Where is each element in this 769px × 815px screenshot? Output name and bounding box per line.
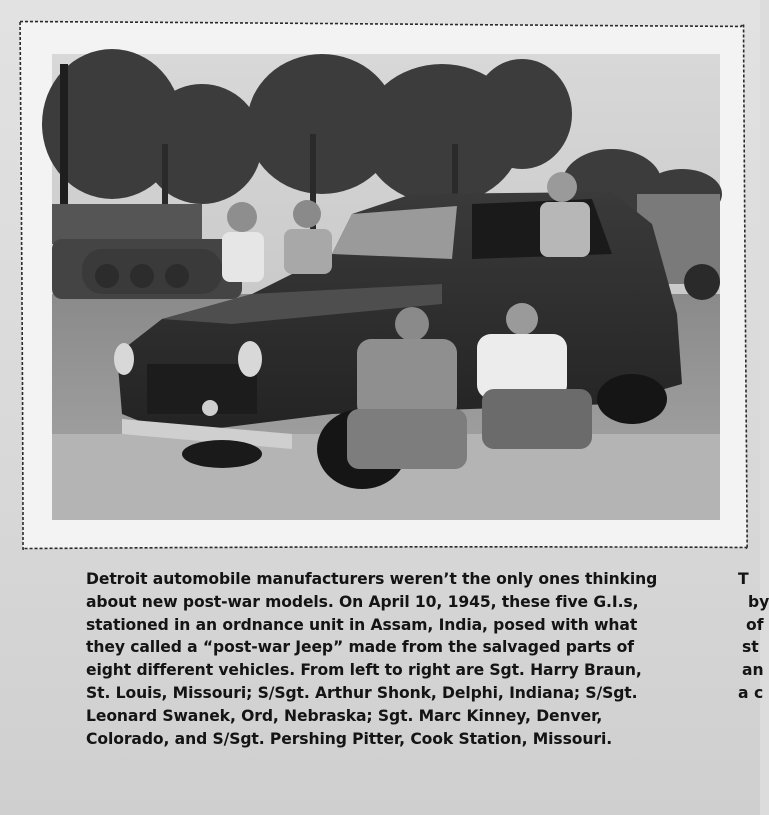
caption-line: Colorado, and S/Sgt. Pershing Pitter, Cook Station, Missouri. [86,729,613,748]
caption-line: Detroit automobile manufacturers weren’t the only ones thinking [86,570,658,588]
historic-photograph [52,54,720,520]
caption-line: St. Louis, Missouri; S/Sgt. Arthur Shonk, Delphi, Indiana; S/Sgt. [86,683,638,702]
caption-line: eight different vehicles. From left to right are Sgt. Harry Braun, [86,661,642,680]
caption-line: they called a “post-war Jeep” made from the salvaged parts of [86,638,634,657]
caption-line: stationed in an ordnance unit in Assam, India, posed with what [86,615,638,634]
photo-caption [86,568,736,750]
column-fragment: of [746,615,764,634]
column-fragment: st [742,638,759,657]
caption-line: Leonard Swanek, Ord, Nebraska; Sgt. Marc Kinney, Denver, [86,706,603,725]
column-fragment: T [738,570,749,588]
column-fragment: by [748,592,769,611]
caption-line: about new post-war models. On April 10, 1945, these five G.I.s, [86,592,639,611]
column-fragment: a c [738,683,764,702]
adjacent-column-text [738,568,768,705]
column-fragment: an [742,661,764,680]
